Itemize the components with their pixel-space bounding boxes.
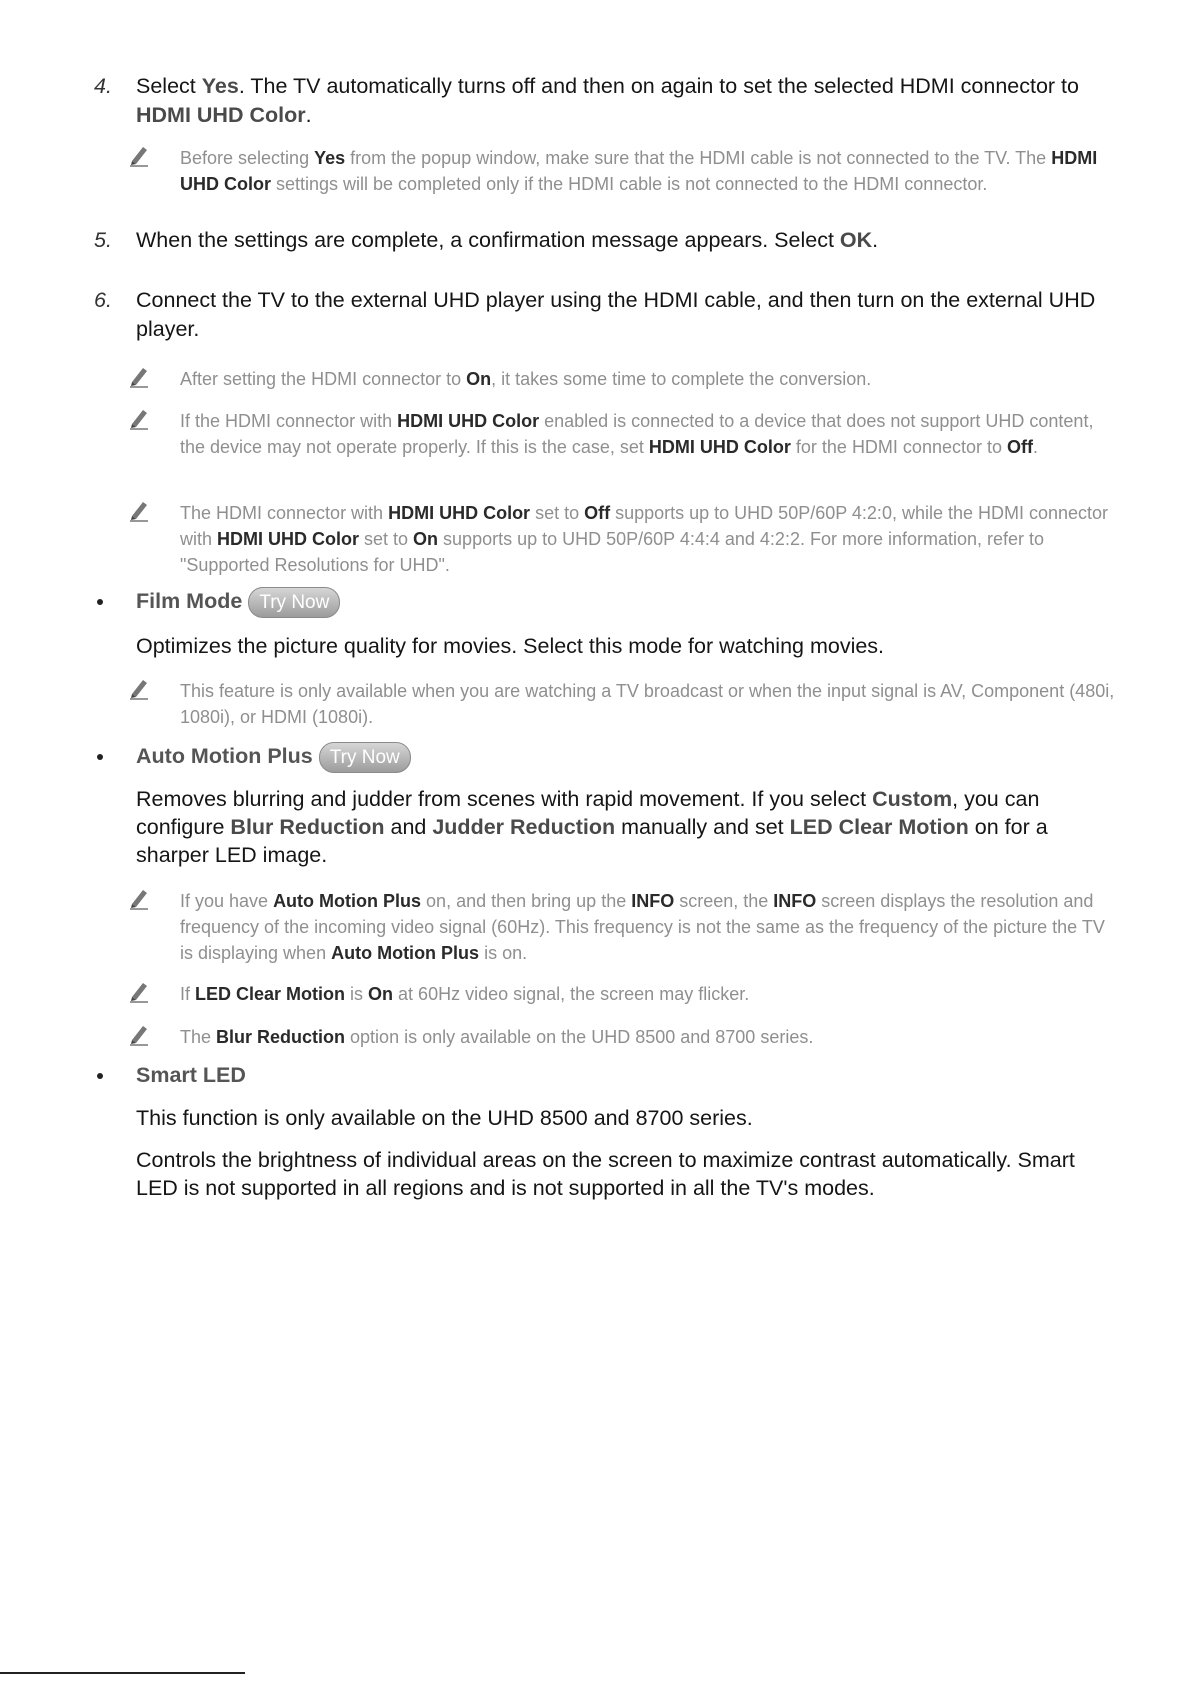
note-pen-icon (128, 1022, 150, 1046)
note-part: option is only available on the UHD 8500 and 8700 series. (345, 1027, 814, 1047)
bullet-dot-icon (97, 754, 103, 760)
film-mode-heading (95, 587, 1105, 618)
step-5 (94, 226, 1104, 255)
step-text-part: Select (136, 74, 202, 98)
note-2 (128, 366, 1118, 392)
note-pen-icon (128, 979, 150, 1003)
note-part: enabled is connected to a device that does not support UHD content, the device may not operate properly. If this is the case, set (180, 411, 1094, 457)
note-text (180, 981, 1118, 1007)
step-text-part: . (305, 103, 312, 127)
film-mode-title: Film Mode (136, 589, 243, 614)
note-part: is (345, 984, 369, 1004)
note-bold: Off (1007, 437, 1033, 457)
note-bold: HDMI UHD Color (388, 503, 531, 523)
note-bold: Yes (314, 148, 346, 168)
keyword-ok: OK (839, 228, 873, 252)
note-part: The HDMI connector with (180, 503, 389, 523)
desc-part: and (384, 815, 433, 839)
note-text (180, 366, 1118, 392)
note-bold: INFO (631, 891, 675, 911)
keyword-custom: Custom (872, 787, 953, 811)
try-now-button[interactable]: Try Now (248, 587, 340, 618)
smart-led-heading (95, 1061, 1105, 1090)
note-part: If you have (180, 891, 274, 911)
step-number: 4. (94, 74, 112, 98)
keyword-hdmi-uhd-color: HDMI UHD Color (136, 103, 306, 127)
note-3 (128, 408, 1118, 460)
auto-motion-plus-description (136, 785, 1096, 869)
step-number: 5. (94, 228, 112, 252)
keyword-blur-reduction: Blur Reduction (230, 815, 385, 839)
note-bold: Blur Reduction (216, 1027, 346, 1047)
step-text-part: When the settings are complete, a confirmation message appears. Select (136, 228, 840, 252)
step-text-part: . The TV automatically turns off and then on again to set the selected HDMI connector to (238, 74, 1079, 98)
smart-led-availability: This function is only available on the UHD 8500 and 8700 series. (136, 1106, 753, 1130)
keyword-yes: Yes (201, 74, 239, 98)
note-pen-icon (128, 886, 150, 910)
note-text (180, 145, 1118, 197)
note-8 (128, 1024, 1118, 1050)
keyword-judder-reduction: Judder Reduction (432, 815, 616, 839)
note-part: , it takes some time to complete the conversion. (491, 369, 872, 389)
note-bold: On (413, 529, 439, 549)
bullet-dot-icon (97, 1073, 103, 1079)
note-text (180, 408, 1118, 460)
note-part: . (1033, 437, 1039, 457)
note-6 (128, 888, 1118, 966)
note-text: This feature is only available when you are watching a TV broadcast or when the input signal is AV, Component (480i, 1080i), or HDMI (1080i). (180, 681, 1115, 727)
step-text-part: . (872, 228, 879, 252)
note-pen-icon (128, 364, 150, 388)
note-part: for the HDMI connector to (790, 437, 1007, 457)
note-part: from the popup window, make sure that the HDMI cable is not connected to the TV. The (345, 148, 1052, 168)
step-text: Connect the TV to the external UHD player using the HDMI cable, and then turn on the external UHD player. (136, 288, 1096, 341)
note-bold: HDMI UHD Color (217, 529, 360, 549)
step-text (136, 72, 1104, 130)
smart-led-title: Smart LED (136, 1063, 246, 1087)
note-part: supports up to UHD 50P/60P 4:4:4 and 4:2:2. For more information, refer to "Supported Resolutions for UHD". (180, 529, 1045, 575)
note-bold: Off (584, 503, 611, 523)
note-part: screen, the (674, 891, 774, 911)
note-text (180, 500, 1118, 578)
auto-motion-plus-heading (95, 742, 1105, 773)
step-number: 6. (94, 288, 112, 312)
note-bold: On (368, 984, 394, 1004)
note-bold: HDMI UHD Color (397, 411, 540, 431)
note-bold: Auto Motion Plus (273, 891, 422, 911)
note-part: After setting the HDMI connector to (180, 369, 467, 389)
footer-rule (0, 1672, 245, 1674)
desc-part: on for a sharper LED image. (136, 815, 1048, 867)
note-part: If the HDMI connector with (180, 411, 398, 431)
note-part: Before selecting (180, 148, 315, 168)
note-part: If (180, 984, 196, 1004)
desc-part: , you can configure (136, 787, 1040, 839)
note-pen-icon (128, 676, 150, 700)
note-part: is on. (479, 943, 528, 963)
keyword-led-clear-motion: LED Clear Motion (789, 815, 969, 839)
note-part: set to (359, 529, 414, 549)
note-bold: On (466, 369, 492, 389)
step-text (136, 226, 1104, 255)
step-6 (94, 286, 1104, 344)
step-4 (94, 72, 1104, 130)
film-mode-description: Optimizes the picture quality for movies. Select this mode for watching movies. (136, 634, 885, 658)
note-5 (128, 678, 1118, 730)
auto-motion-plus-title: Auto Motion Plus (136, 744, 313, 769)
note-bold: HDMI UHD Color (648, 437, 791, 457)
note-bold: Auto Motion Plus (331, 943, 480, 963)
desc-part: Removes blurring and judder from scenes with rapid movement. If you select (136, 787, 873, 811)
try-now-button[interactable]: Try Now (319, 742, 411, 773)
note-part: The (180, 1027, 217, 1047)
note-part: at 60Hz video signal, the screen may flicker. (393, 984, 750, 1004)
note-bold: INFO (773, 891, 817, 911)
note-text (180, 1024, 1118, 1050)
note-part: screen displays the resolution and frequency of the incoming video signal (60Hz). This frequency is not the same as the frequency of the picture the TV is displaying when (180, 891, 1105, 963)
bullet-dot-icon (97, 599, 103, 605)
note-part: on, and then bring up the (421, 891, 632, 911)
note-pen-icon (128, 498, 150, 522)
note-part: set to (530, 503, 585, 523)
note-bold: LED Clear Motion (195, 984, 346, 1004)
desc-part: manually and set (615, 815, 790, 839)
note-part: supports up to UHD 50P/60P 4:2:0, while the HDMI connector with (180, 503, 1109, 549)
note-7 (128, 981, 1118, 1007)
note-4 (128, 500, 1118, 578)
note-part: settings will be completed only if the HDMI cable is not connected to the HDMI connector. (271, 174, 988, 194)
note-1 (128, 145, 1118, 197)
note-pen-icon (128, 406, 150, 430)
smart-led-description: Controls the brightness of individual areas on the screen to maximize contrast automatically. Smart LED is not supported in all regions and is not supported in all the TV's modes. (136, 1148, 1075, 1200)
note-pen-icon (128, 143, 150, 167)
note-bold: HDMI UHD Color (180, 148, 1098, 194)
note-text (180, 888, 1118, 966)
